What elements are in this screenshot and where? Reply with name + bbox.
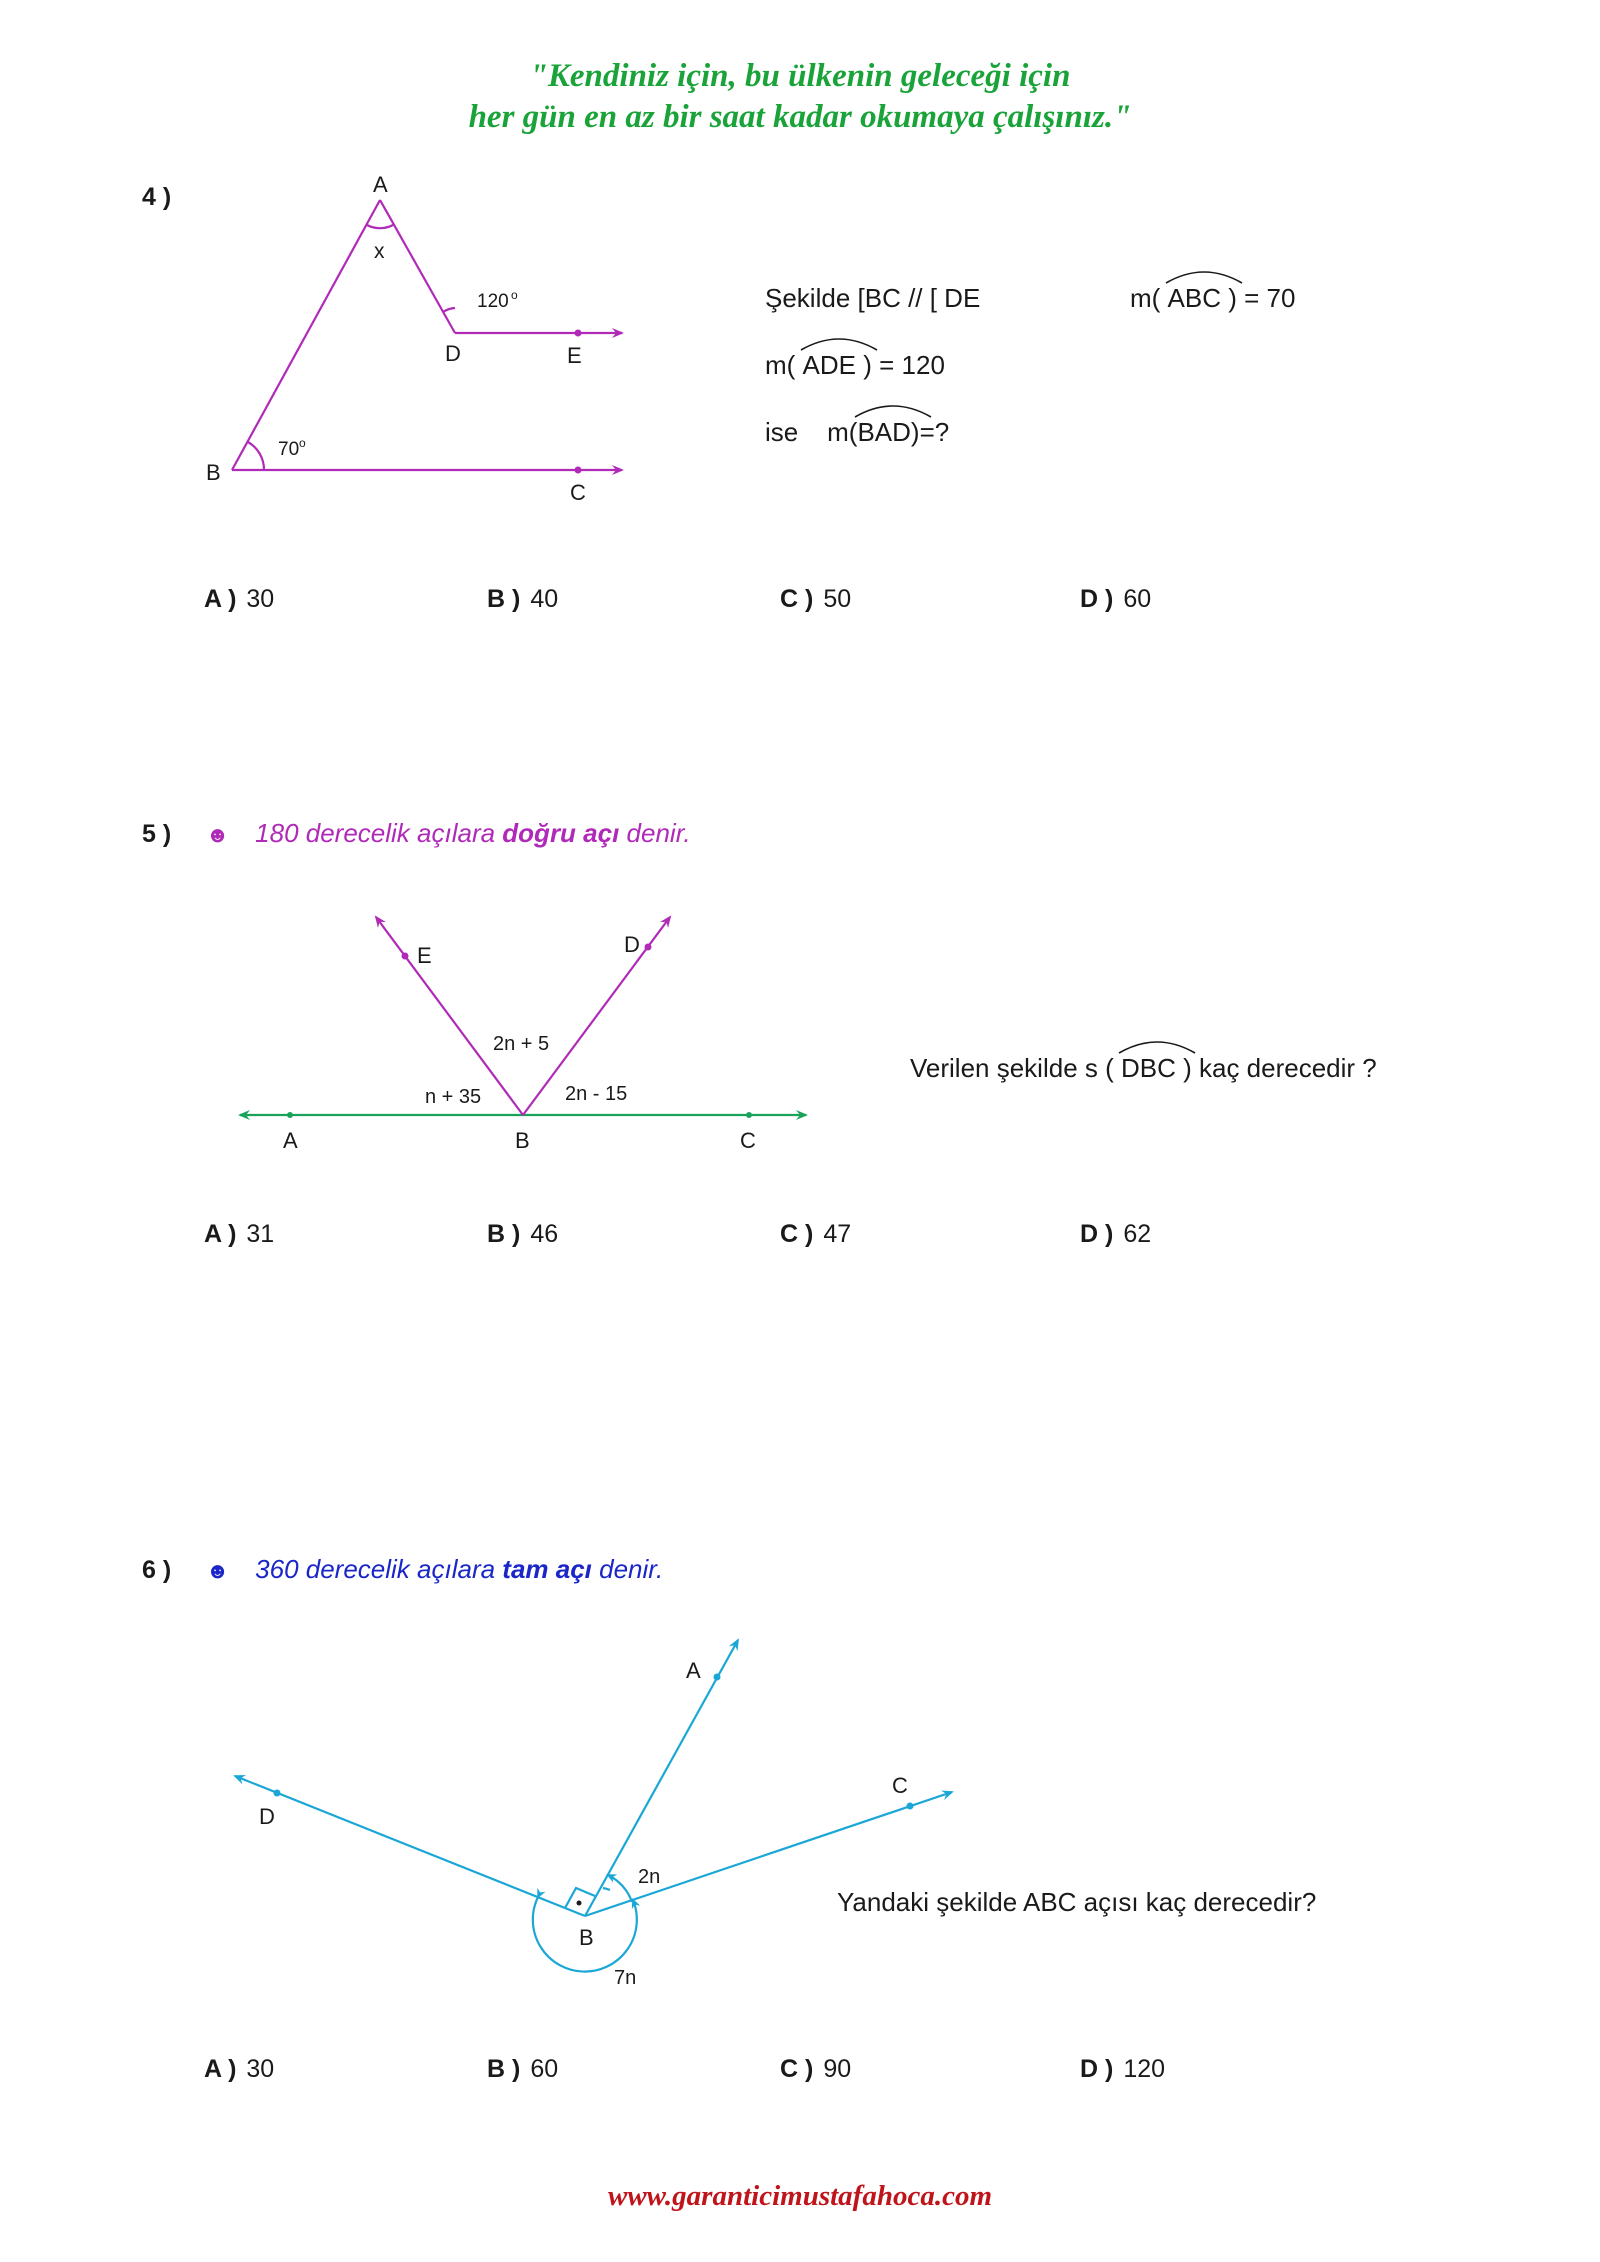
q4-statement-line2: m( ADE ) = 120 (765, 350, 945, 381)
q6-label-d: D (259, 1804, 275, 1829)
q5-label-n35: n + 35 (425, 1086, 482, 1108)
footer-website[interactable]: www.garanticimustafahoca.com (607, 2180, 993, 2212)
q4-statement-line1: Şekilde [BC // [ DE (765, 283, 981, 313)
q4-label-c: C (570, 480, 586, 505)
q4-statement-line3: ise m( BAD)=? (765, 417, 949, 448)
q5-label-2n5: 2n + 5 (493, 1033, 550, 1055)
q5-point-a (287, 1112, 293, 1118)
q5-label-c: C (740, 1128, 756, 1153)
q6-point-d (274, 1790, 281, 1797)
q4-label-a: A (373, 172, 388, 197)
q4-arc-120 (443, 308, 455, 312)
q6-ray-ba (585, 1640, 738, 1916)
q5-figure (0, 880, 900, 1170)
q6-arc-2n (603, 1888, 610, 1890)
q4-label-b: B (206, 460, 221, 485)
smiley-icon: ☻ (206, 1558, 230, 1583)
q6-ray-bd (235, 1776, 585, 1916)
q4-label-x: x (374, 240, 385, 263)
q6-number: 6 ) (142, 1556, 172, 1584)
q5-point-e (402, 953, 409, 960)
q6-label-c: C (892, 1773, 908, 1798)
q4-point-e (575, 330, 582, 337)
q5-label-e: E (417, 943, 432, 968)
q4-label-e: E (567, 343, 582, 368)
q4-arc-x (367, 225, 393, 228)
q6-label-7n: 7n (614, 1967, 637, 1989)
q5-option-c[interactable]: C ) 47 (780, 1220, 852, 1248)
q4-label-d: D (445, 341, 461, 366)
q4-segment-ad (380, 200, 455, 333)
q6-label-2n: 2n (638, 1866, 661, 1888)
q5-point-c (746, 1112, 752, 1118)
q4-point-c (575, 467, 582, 474)
q6-option-c[interactable]: C ) 90 (780, 2055, 852, 2083)
q6-question: Yandaki şekilde ABC açısı kaç derecedir? (837, 1887, 1317, 1917)
q5-definition-note: ☻ 180 derecelik açılara doğru açı denir. (206, 818, 691, 848)
q5-label-b: B (515, 1128, 530, 1153)
q5-number: 5 ) (142, 820, 172, 848)
q4-figure (0, 0, 1600, 540)
q6-point-c (907, 1803, 914, 1810)
q6-figure (0, 1600, 1000, 2020)
q6-arc-2n-full (608, 1875, 632, 1902)
q4-number: 4 ) (142, 183, 172, 211)
q4-label-120: 120 (477, 291, 509, 312)
q4-label-120-deg: o (511, 288, 518, 302)
smiley-icon: ☻ (206, 822, 230, 847)
q5-option-d[interactable]: D ) 62 (1080, 1220, 1152, 1248)
q6-label-a: A (686, 1658, 701, 1683)
q4-label-70: 70 (278, 439, 300, 460)
q4-option-d[interactable]: D ) 60 (1080, 585, 1152, 613)
q4-option-c[interactable]: C ) 50 (780, 585, 852, 613)
q6-point-a (714, 1674, 721, 1681)
q6-definition-note: ☻ 360 derecelik açılara tam açı denir. (206, 1554, 664, 1584)
q6-right-angle-dot (577, 1901, 582, 1906)
q5-point-d (645, 944, 652, 951)
q6-option-d[interactable]: D ) 120 (1080, 2055, 1166, 2083)
q4-arc-70 (248, 442, 264, 470)
q4-option-b[interactable]: B ) 40 (487, 585, 559, 613)
q5-question: Verilen şekilde s ( DBC ) kaç derecedir ? (910, 1053, 1377, 1084)
q5-label-2n15: 2n - 15 (565, 1083, 628, 1105)
header-quote-line2: her gün en az bir saat kadar okumaya çalışınız." (468, 99, 1132, 135)
q6-option-a[interactable]: A ) 30 (204, 2055, 275, 2083)
header-quote-line1: "Kendiniz için, bu ülkenin geleceği için (529, 58, 1071, 94)
q5-option-b[interactable]: B ) 46 (487, 1220, 559, 1248)
q5-label-a: A (283, 1128, 298, 1153)
q6-option-b[interactable]: B ) 60 (487, 2055, 559, 2083)
q6-label-b: B (579, 1925, 594, 1950)
q4-segment-ba (232, 200, 380, 470)
q4-option-a[interactable]: A ) 30 (204, 585, 275, 613)
q5-label-d: D (624, 932, 640, 957)
q5-option-a[interactable]: A ) 31 (204, 1220, 275, 1248)
q4-given-abc: m( ABC ) = 70 (1130, 283, 1295, 314)
q4-label-70-deg: o (299, 436, 306, 450)
